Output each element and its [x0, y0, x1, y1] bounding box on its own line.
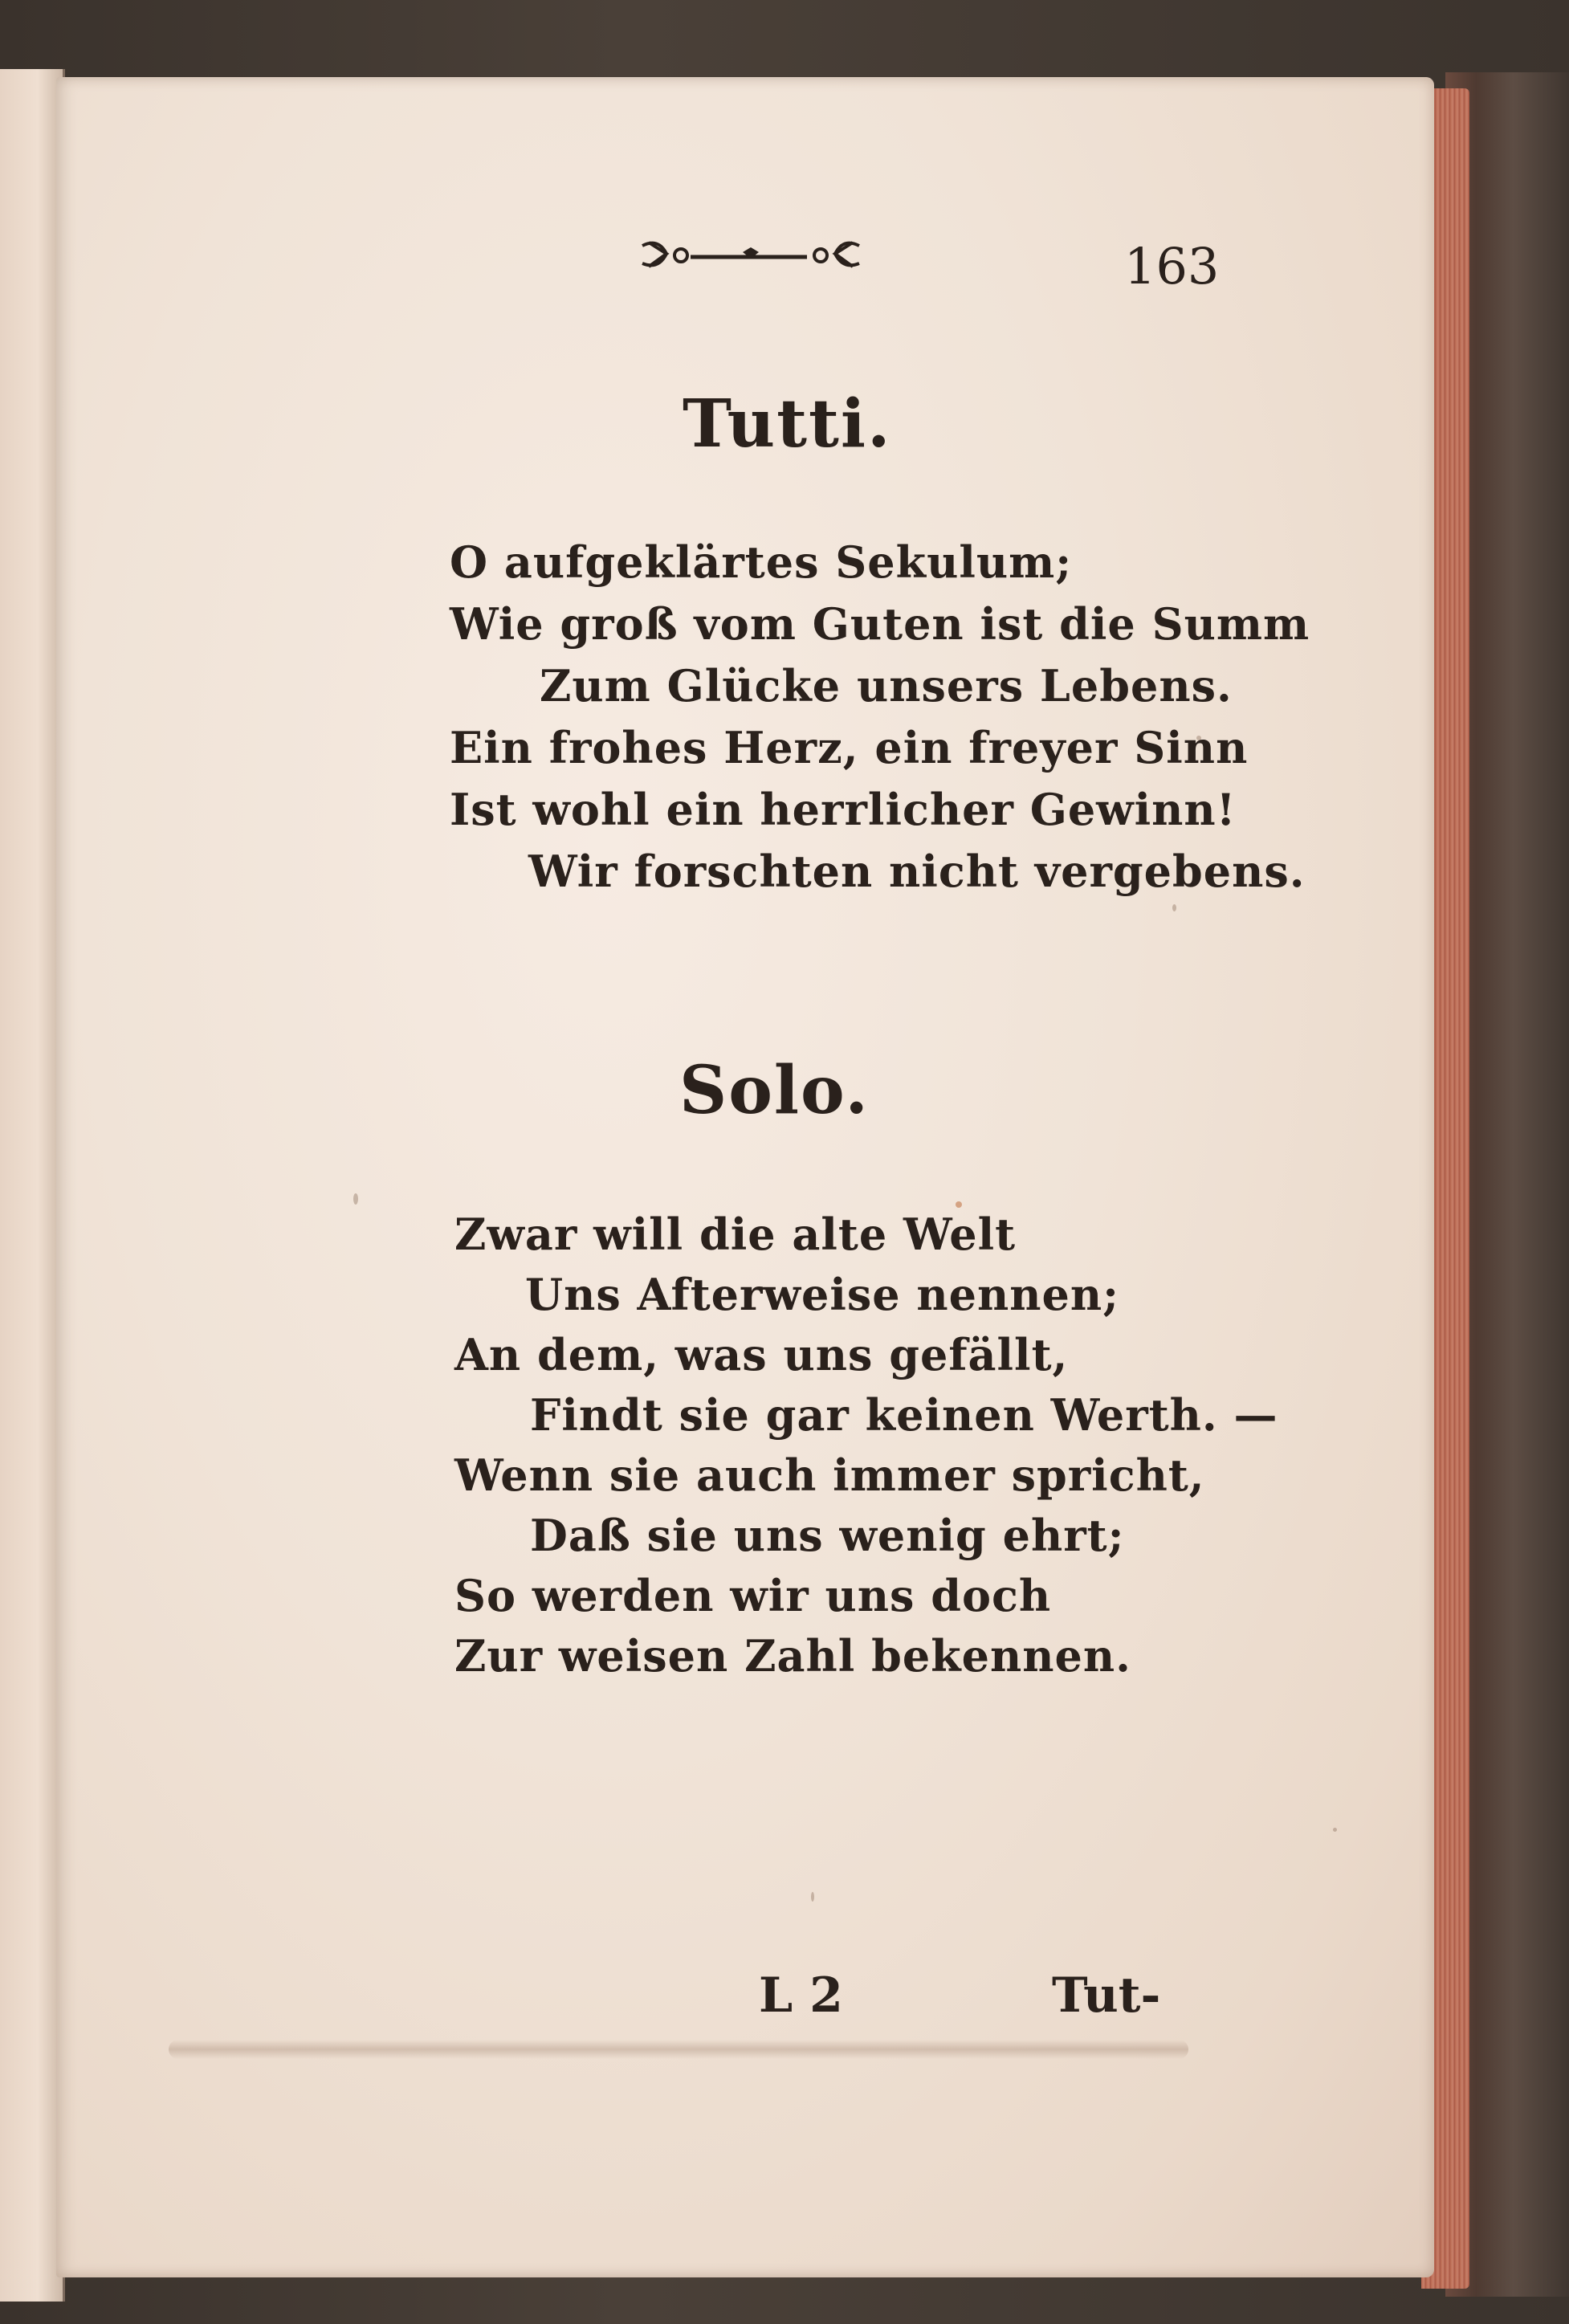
page-number: 163 [1124, 237, 1220, 296]
section-heading-solo: Solo. [679, 1052, 870, 1129]
facing-page-edge [0, 69, 65, 2302]
paper-speck [1172, 904, 1176, 911]
signature-mark: L 2 [759, 1967, 843, 2024]
verse-line: Uns Afterweise nennen; [525, 1269, 1120, 1320]
verse-line: An dem, was uns gefällt, [454, 1329, 1069, 1380]
verse-line: Wenn sie auch immer spricht, [454, 1449, 1205, 1501]
verse-line: Zur weisen Zahl bekennen. [454, 1630, 1131, 1682]
verse-line: Zum Glücke unsers Lebens. [540, 660, 1233, 711]
page-shadow [169, 2040, 1188, 2059]
verse-line: Findt sie gar keinen Werth. — [530, 1389, 1278, 1441]
section-heading-tutti: Tutti. [683, 385, 892, 463]
verse-line: So werden wir uns doch [454, 1570, 1052, 1621]
catchword: Tut- [1052, 1967, 1161, 2024]
verse-line: Daß sie uns wenig ehrt; [530, 1510, 1125, 1561]
verse-line: Wir forschten nicht vergebens. [528, 846, 1306, 897]
verse-line: Wie groß vom Guten ist die Summ [450, 598, 1310, 650]
paper-speck [1333, 1828, 1337, 1832]
paper-speck [811, 1892, 814, 1902]
verse-line: O aufgeklärtes Sekulum; [450, 536, 1073, 588]
paper-speck [353, 1193, 358, 1205]
verse-line: Ein frohes Herz, ein freyer Sinn [450, 722, 1249, 773]
verse-line: Ist wohl ein herrlicher Gewinn! [450, 784, 1237, 835]
verse-line: Zwar will die alte Welt [454, 1209, 1017, 1260]
paper-speck [956, 1201, 962, 1208]
header-ornament [634, 231, 867, 279]
